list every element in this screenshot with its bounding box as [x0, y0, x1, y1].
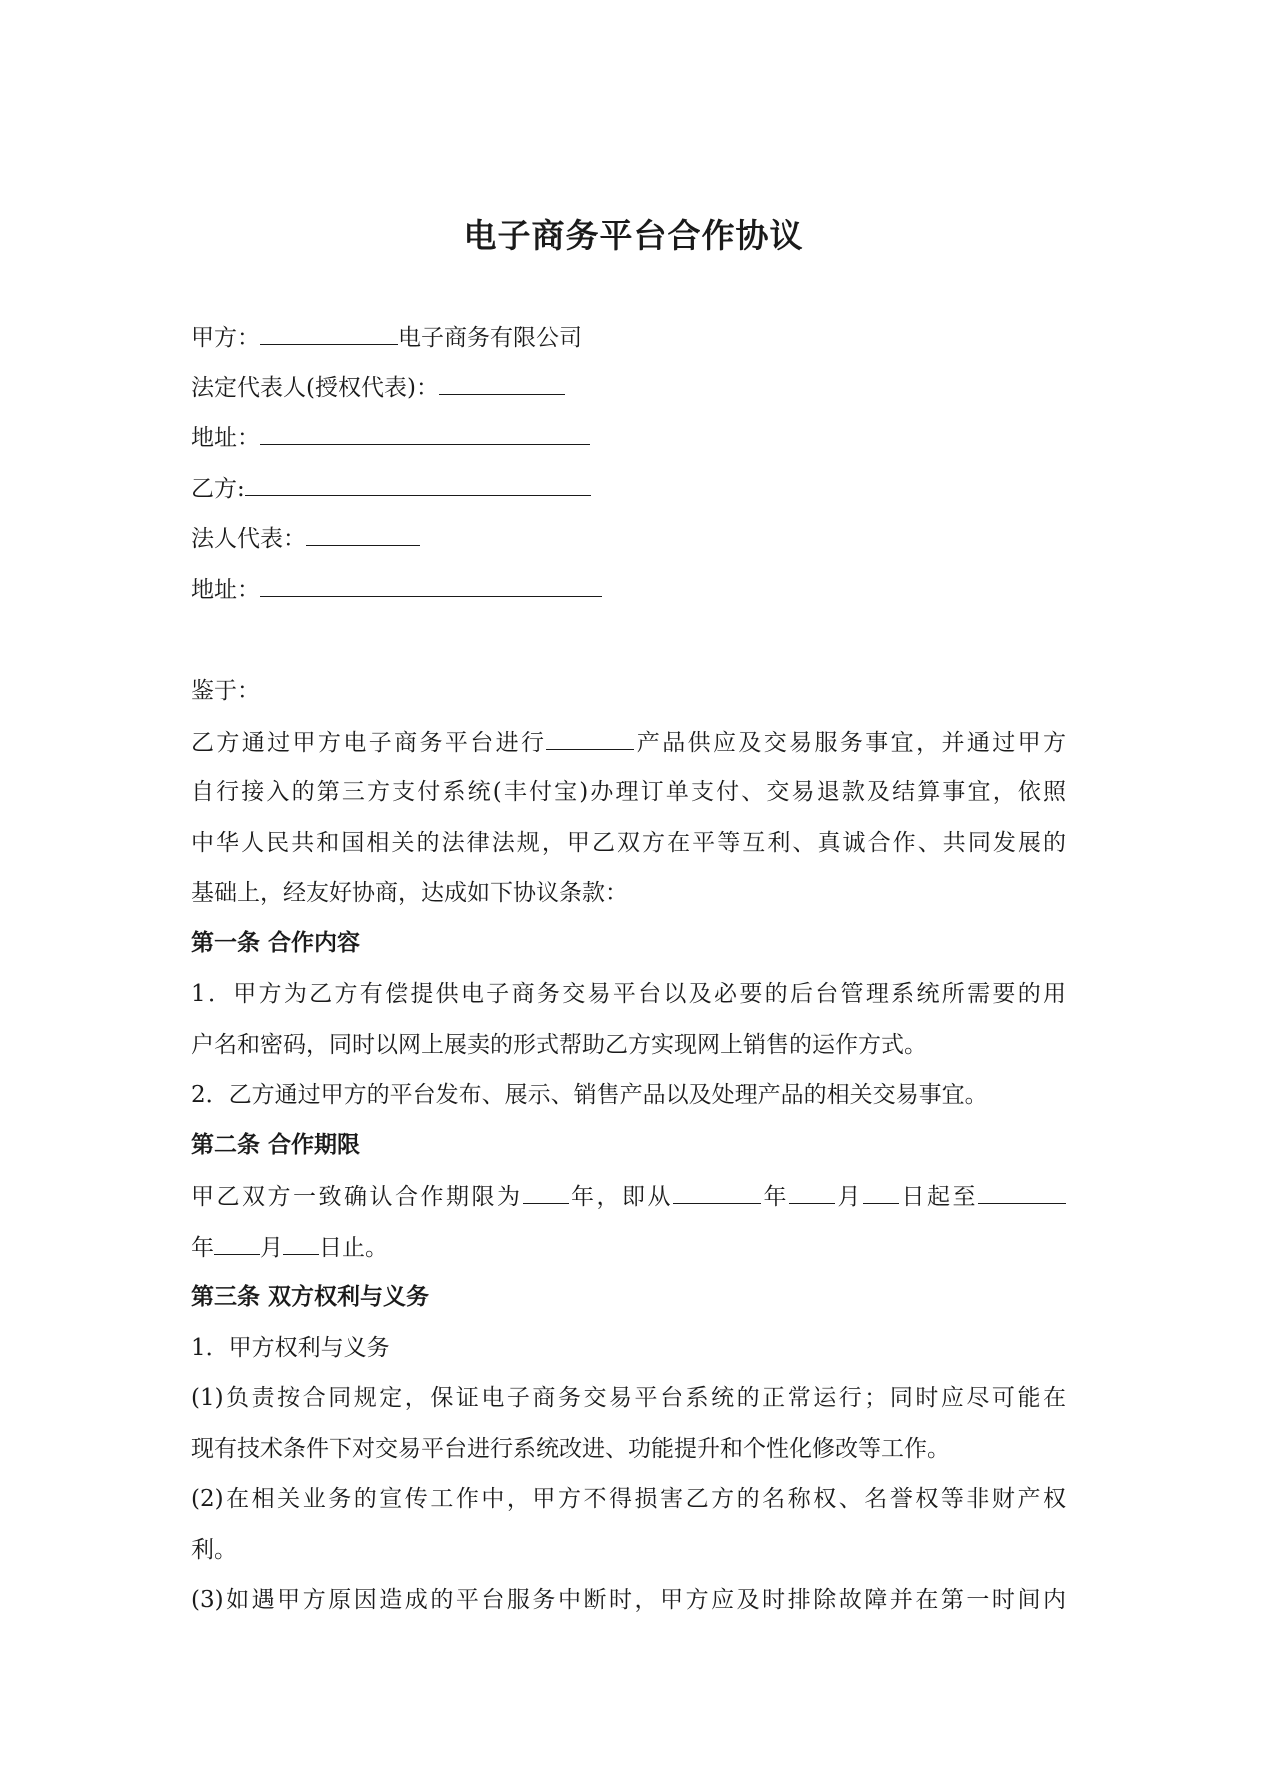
party-b-address-blank[interactable]: [260, 574, 602, 597]
party-b-label: 乙方:: [191, 476, 245, 502]
end-day-blank[interactable]: [283, 1232, 319, 1255]
party-a-legal-rep-line: [191, 372, 565, 403]
recital-line-4: 基础上，经友好协商，达成如下协议条款：: [191, 880, 628, 906]
recital-line-1-text-a: 乙方通过甲方电子商务平台进行: [191, 730, 547, 756]
party-a-name-blank[interactable]: [260, 322, 398, 345]
article-2-text-b: 年，即从: [568, 1184, 673, 1210]
party-b-legal-rep-line: [191, 523, 420, 554]
party-a-line: [191, 322, 582, 353]
start-year-blank[interactable]: [673, 1181, 761, 1204]
article-3-p2-line-2: 利。: [191, 1537, 237, 1563]
party-a-address-label: 地址：: [191, 425, 260, 451]
party-a-company-suffix: 电子商务有限公司: [398, 325, 582, 351]
party-a-legal-rep-blank[interactable]: [439, 372, 565, 395]
party-b-legal-rep-label: 法人代表：: [191, 526, 306, 552]
article-3-p1-line-2: 现有技术条件下对交易平台进行系统改进、功能提升和个性化修改等工作。: [191, 1436, 950, 1462]
party-b-address-label: 地址：: [191, 577, 260, 603]
article-1-item-1-line-2: 户名和密码，同时以网上展卖的形式帮助乙方实现网上销售的运作方式。: [191, 1032, 927, 1058]
article-3-p3-line-1: (3)如遇甲方原因造成的平台服务中断时，甲方应及时排除故障并在第一时间内: [191, 1587, 1066, 1613]
article-2-text-h: 日止。: [319, 1235, 388, 1261]
article-3-heading: 第三条 双方权利与义务: [191, 1283, 430, 1310]
product-blank[interactable]: [546, 727, 634, 750]
recital-heading: 鉴于：: [191, 678, 260, 704]
start-month-blank[interactable]: [789, 1181, 835, 1204]
article-3-p2-line-1: (2)在相关业务的宣传工作中，甲方不得损害乙方的名称权、名誉权等非财产权: [191, 1486, 1066, 1512]
article-3-sub-1: 1．甲方权利与义务: [191, 1335, 390, 1361]
end-month-blank[interactable]: [214, 1232, 260, 1255]
article-2-text-g: 月: [260, 1235, 283, 1261]
party-a-legal-rep-label: 法定代表人(授权代表)：: [191, 375, 439, 401]
article-2-line-2: [191, 1232, 388, 1263]
party-b-name-blank[interactable]: [245, 473, 591, 496]
article-1-heading: 第一条 合作内容: [191, 929, 361, 956]
party-b-address-line: [191, 574, 602, 605]
party-a-address-line: [191, 422, 590, 453]
article-2-text-a: 甲乙双方一致确认合作期限为: [191, 1184, 523, 1210]
article-1-item-2: 2．乙方通过甲方的平台发布、展示、销售产品以及处理产品的相关交易事宜。: [191, 1082, 988, 1108]
article-2-heading: 第二条 合作期限: [191, 1131, 361, 1158]
recital-line-3: 中华人民共和国相关的法律法规，甲乙双方在平等互利、真诚合作、共同发展的: [191, 830, 1066, 856]
article-2-text-e: 日起至: [899, 1184, 978, 1210]
party-a-label: 甲方：: [191, 325, 260, 351]
recital-line-1: [191, 727, 1066, 758]
article-2-text-f: 年: [191, 1235, 214, 1261]
end-year-blank[interactable]: [978, 1181, 1066, 1204]
article-2-text-d: 月: [835, 1184, 863, 1210]
recital-line-2: 自行接入的第三方支付系统(丰付宝)办理订单支付、交易退款及结算事宜，依照: [191, 779, 1066, 805]
party-b-legal-rep-blank[interactable]: [306, 523, 420, 546]
article-3-p1-line-1: (1)负责按合同规定，保证电子商务交易平台系统的正常运行；同时应尽可能在: [191, 1385, 1066, 1411]
article-1-item-1-line-1: 1．甲方为乙方有偿提供电子商务交易平台以及必要的后台管理系统所需要的用: [191, 981, 1066, 1007]
article-2-text-c: 年: [761, 1184, 789, 1210]
party-a-address-blank[interactable]: [260, 422, 590, 445]
article-2-line-1: [191, 1181, 1066, 1212]
recital-line-1-text-b: 产品供应及交易服务事宜，并通过甲方: [634, 730, 1067, 756]
document-title: 电子商务平台合作协议: [463, 216, 804, 255]
term-years-blank[interactable]: [523, 1181, 569, 1204]
start-day-blank[interactable]: [863, 1181, 899, 1204]
party-b-line: [191, 473, 591, 504]
